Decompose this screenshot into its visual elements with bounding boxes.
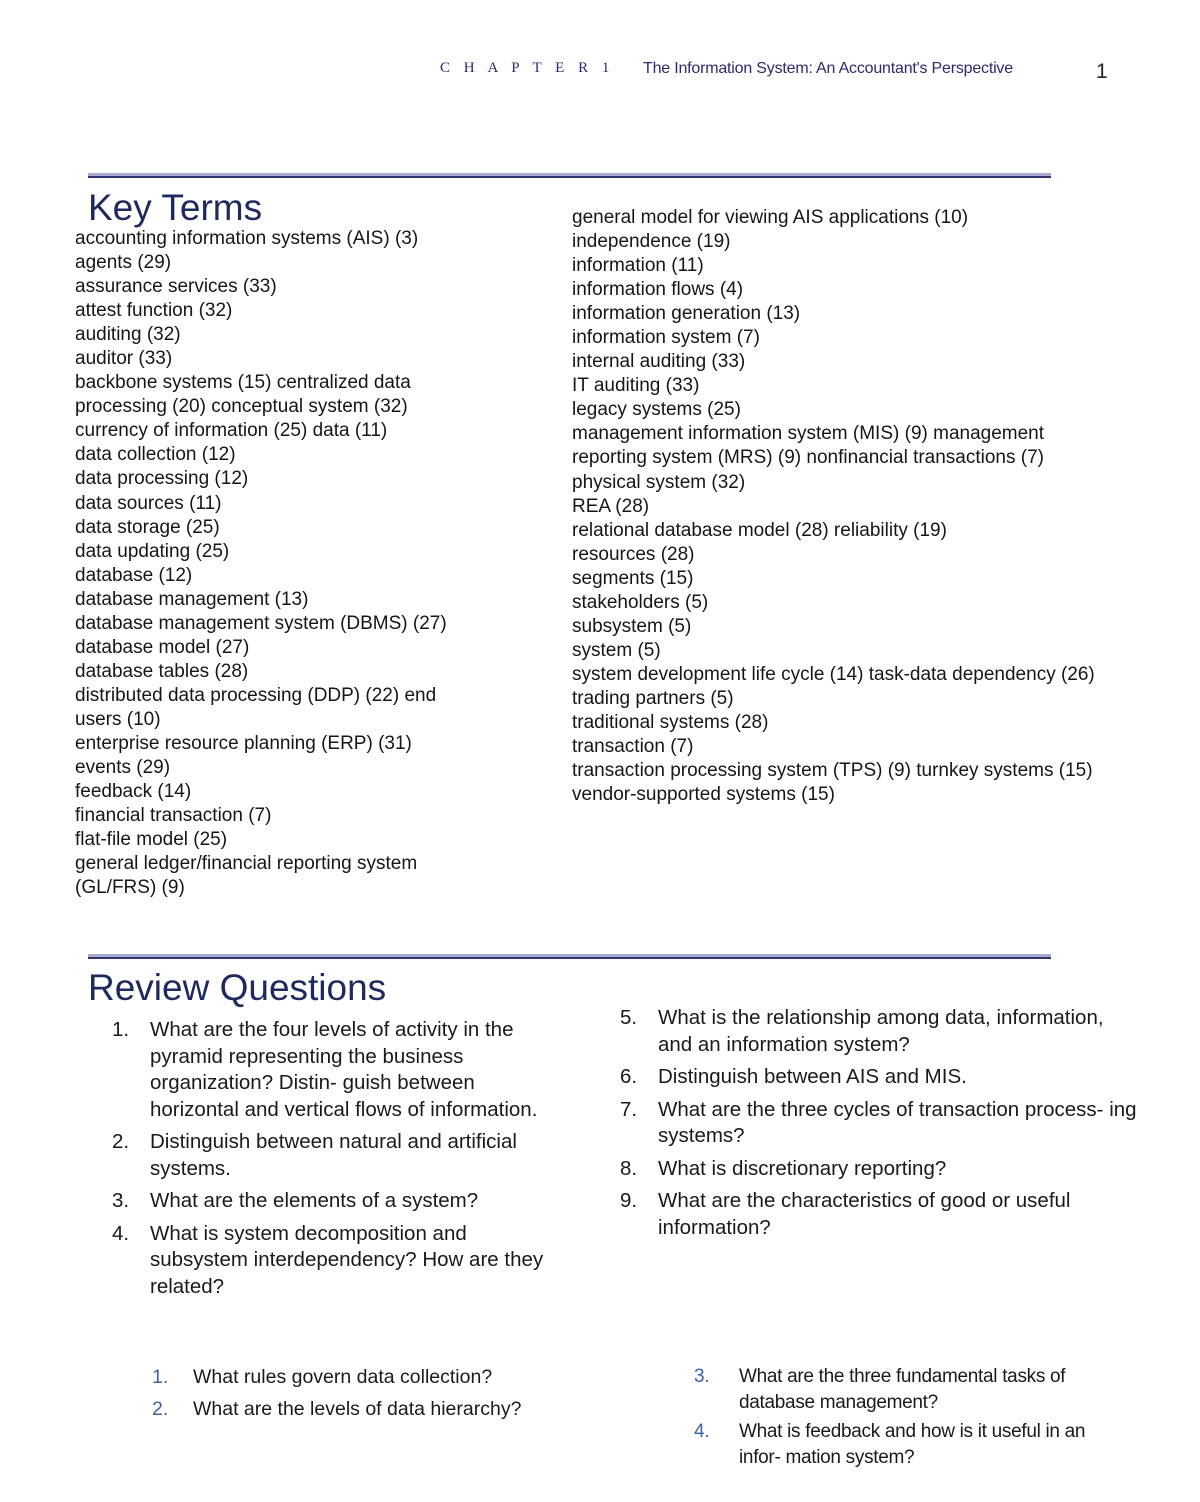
more-questions-left bbox=[152, 1364, 572, 1428]
key-term: transaction (7) bbox=[572, 736, 694, 758]
question-number: 4. bbox=[694, 1421, 710, 1442]
key-terms-left-column bbox=[75, 227, 515, 900]
list-item bbox=[620, 1188, 1140, 1241]
key-terms-right-column bbox=[572, 206, 1132, 807]
key-term: independence (19) bbox=[572, 231, 731, 253]
key-term: system (5) bbox=[572, 639, 661, 661]
key-term: database management (13) bbox=[75, 588, 309, 610]
key-term: IT auditing (33) bbox=[572, 375, 700, 397]
section-divider bbox=[88, 173, 1051, 178]
key-term: subsystem (5) bbox=[572, 615, 692, 637]
review-questions-right bbox=[620, 1005, 1140, 1247]
question-text: What are the characteristics of good or useful information? bbox=[658, 1189, 1071, 1239]
question-number: 4. bbox=[112, 1221, 130, 1245]
question-number: 9. bbox=[620, 1189, 638, 1212]
key-term: financial transaction (7) bbox=[75, 805, 272, 827]
list-item bbox=[694, 1419, 1094, 1471]
key-term: database management system (DBMS) (27) bbox=[75, 612, 447, 634]
key-term: flat-file model (25) bbox=[75, 829, 228, 851]
question-text: What are the elements of a system? bbox=[150, 1189, 479, 1212]
key-term: stakeholders (5) bbox=[572, 591, 709, 613]
chapter-label: C H A P T E R 1 bbox=[440, 60, 615, 76]
review-questions-heading: Review Questions bbox=[88, 967, 387, 1008]
key-term: data processing (12) bbox=[75, 468, 249, 490]
section-divider bbox=[88, 954, 1051, 959]
question-number: 1. bbox=[152, 1366, 169, 1388]
list-item bbox=[620, 1156, 1140, 1183]
question-number: 3. bbox=[112, 1189, 130, 1212]
chapter-title: The Information System: An Accountant's Perspective bbox=[643, 60, 1013, 77]
question-number: 3. bbox=[694, 1366, 710, 1387]
list-item bbox=[620, 1064, 1140, 1091]
list-item bbox=[694, 1364, 1094, 1416]
review-questions-left bbox=[112, 1017, 552, 1306]
question-number: 1. bbox=[112, 1018, 130, 1041]
key-term: accounting information systems (AIS) (3) bbox=[75, 228, 419, 249]
key-term: assurance services (33) bbox=[75, 276, 277, 298]
key-term: data sources (11) bbox=[75, 492, 222, 514]
question-text: Distinguish between natural and artificial systems. bbox=[150, 1130, 517, 1180]
key-term: system development life cycle (14) task-data dependency (26) bbox=[572, 663, 1095, 685]
question-number: 2. bbox=[152, 1398, 169, 1420]
question-number: 2. bbox=[112, 1130, 130, 1153]
more-questions-right bbox=[694, 1364, 1094, 1474]
key-term: internal auditing (33) bbox=[572, 351, 746, 373]
question-text: Distinguish between AIS and MIS. bbox=[658, 1065, 967, 1088]
key-term: information generation (13) bbox=[572, 303, 801, 325]
key-term: general ledger/financial reporting system (GL/FRS) (9) bbox=[75, 853, 418, 899]
key-term: resources (28) bbox=[572, 543, 695, 565]
key-term: vendor-supported systems (15) bbox=[572, 784, 835, 806]
question-number: 8. bbox=[620, 1156, 638, 1180]
key-term: database model (27) bbox=[75, 636, 250, 658]
key-term: traditional systems (28) bbox=[572, 711, 769, 733]
list-item bbox=[620, 1097, 1140, 1150]
key-term: agents (29) bbox=[75, 252, 172, 274]
key-term: segments (15) bbox=[572, 567, 694, 589]
key-term: auditor (33) bbox=[75, 348, 173, 370]
key-term: physical system (32) bbox=[572, 471, 746, 493]
question-text: What is system decomposition and subsystem interdependency? How are they related? bbox=[150, 1221, 544, 1298]
key-term: data updating (25) bbox=[75, 540, 230, 562]
question-text: What rules govern data collection? bbox=[193, 1366, 493, 1388]
key-term: distributed data processing (DDP) (22) end users (10) bbox=[75, 684, 437, 730]
key-term: attest function (32) bbox=[75, 300, 233, 322]
question-text: What is feedback and how is it useful in an infor- mation system? bbox=[739, 1421, 1086, 1468]
list-item bbox=[112, 1188, 552, 1215]
list-item bbox=[152, 1364, 572, 1390]
key-term: REA (28) bbox=[572, 495, 650, 517]
question-number: 7. bbox=[620, 1097, 638, 1121]
key-term: general model for viewing AIS applications (10) bbox=[572, 207, 969, 228]
key-term: information flows (4) bbox=[572, 279, 744, 301]
key-term: information system (7) bbox=[572, 327, 760, 349]
list-item bbox=[112, 1129, 552, 1182]
key-term: data collection (12) bbox=[75, 444, 236, 466]
list-item bbox=[112, 1221, 552, 1301]
key-term: relational database model (28) reliability (19) bbox=[572, 519, 947, 541]
question-text: What is the relationship among data, information, and an information system? bbox=[658, 1006, 1104, 1056]
key-term: events (29) bbox=[75, 757, 171, 779]
list-item bbox=[620, 1005, 1140, 1058]
question-text: What are the three cycles of transaction process- ing systems? bbox=[658, 1097, 1137, 1147]
key-term: management information system (MIS) (9) management reporting system (MRS) (9) nonfinancial transactions (7) bbox=[572, 423, 1045, 469]
question-text: What are the four levels of activity in the pyramid representing the business organization? Distin- guish between horizontal and vertical flows of information. bbox=[150, 1018, 538, 1121]
question-text: What are the three fundamental tasks of database management? bbox=[739, 1366, 1066, 1413]
question-text: What is discretionary reporting? bbox=[658, 1156, 947, 1180]
page-number: 1 bbox=[1096, 60, 1108, 83]
key-term: auditing (32) bbox=[75, 324, 181, 346]
question-text: What are the levels of data hierarchy? bbox=[193, 1398, 522, 1420]
list-item bbox=[112, 1017, 552, 1123]
question-number: 6. bbox=[620, 1065, 638, 1088]
key-term: currency of information (25) data (11) bbox=[75, 420, 388, 442]
key-term: database (12) bbox=[75, 564, 193, 586]
key-term: information (11) bbox=[572, 255, 704, 277]
question-number: 5. bbox=[620, 1006, 638, 1029]
key-term: legacy systems (25) bbox=[572, 399, 741, 421]
key-term: trading partners (5) bbox=[572, 687, 734, 709]
list-item bbox=[152, 1396, 572, 1422]
key-term: backbone systems (15) centralized data processing (20) conceptual system (32) bbox=[75, 372, 411, 418]
key-term: feedback (14) bbox=[75, 781, 192, 803]
key-term: transaction processing system (TPS) (9) turnkey systems (15) bbox=[572, 760, 1093, 782]
key-term: enterprise resource planning (ERP) (31) bbox=[75, 732, 412, 754]
key-term: database tables (28) bbox=[75, 660, 249, 682]
key-terms-heading: Key Terms bbox=[88, 187, 263, 228]
key-term: data storage (25) bbox=[75, 516, 220, 538]
